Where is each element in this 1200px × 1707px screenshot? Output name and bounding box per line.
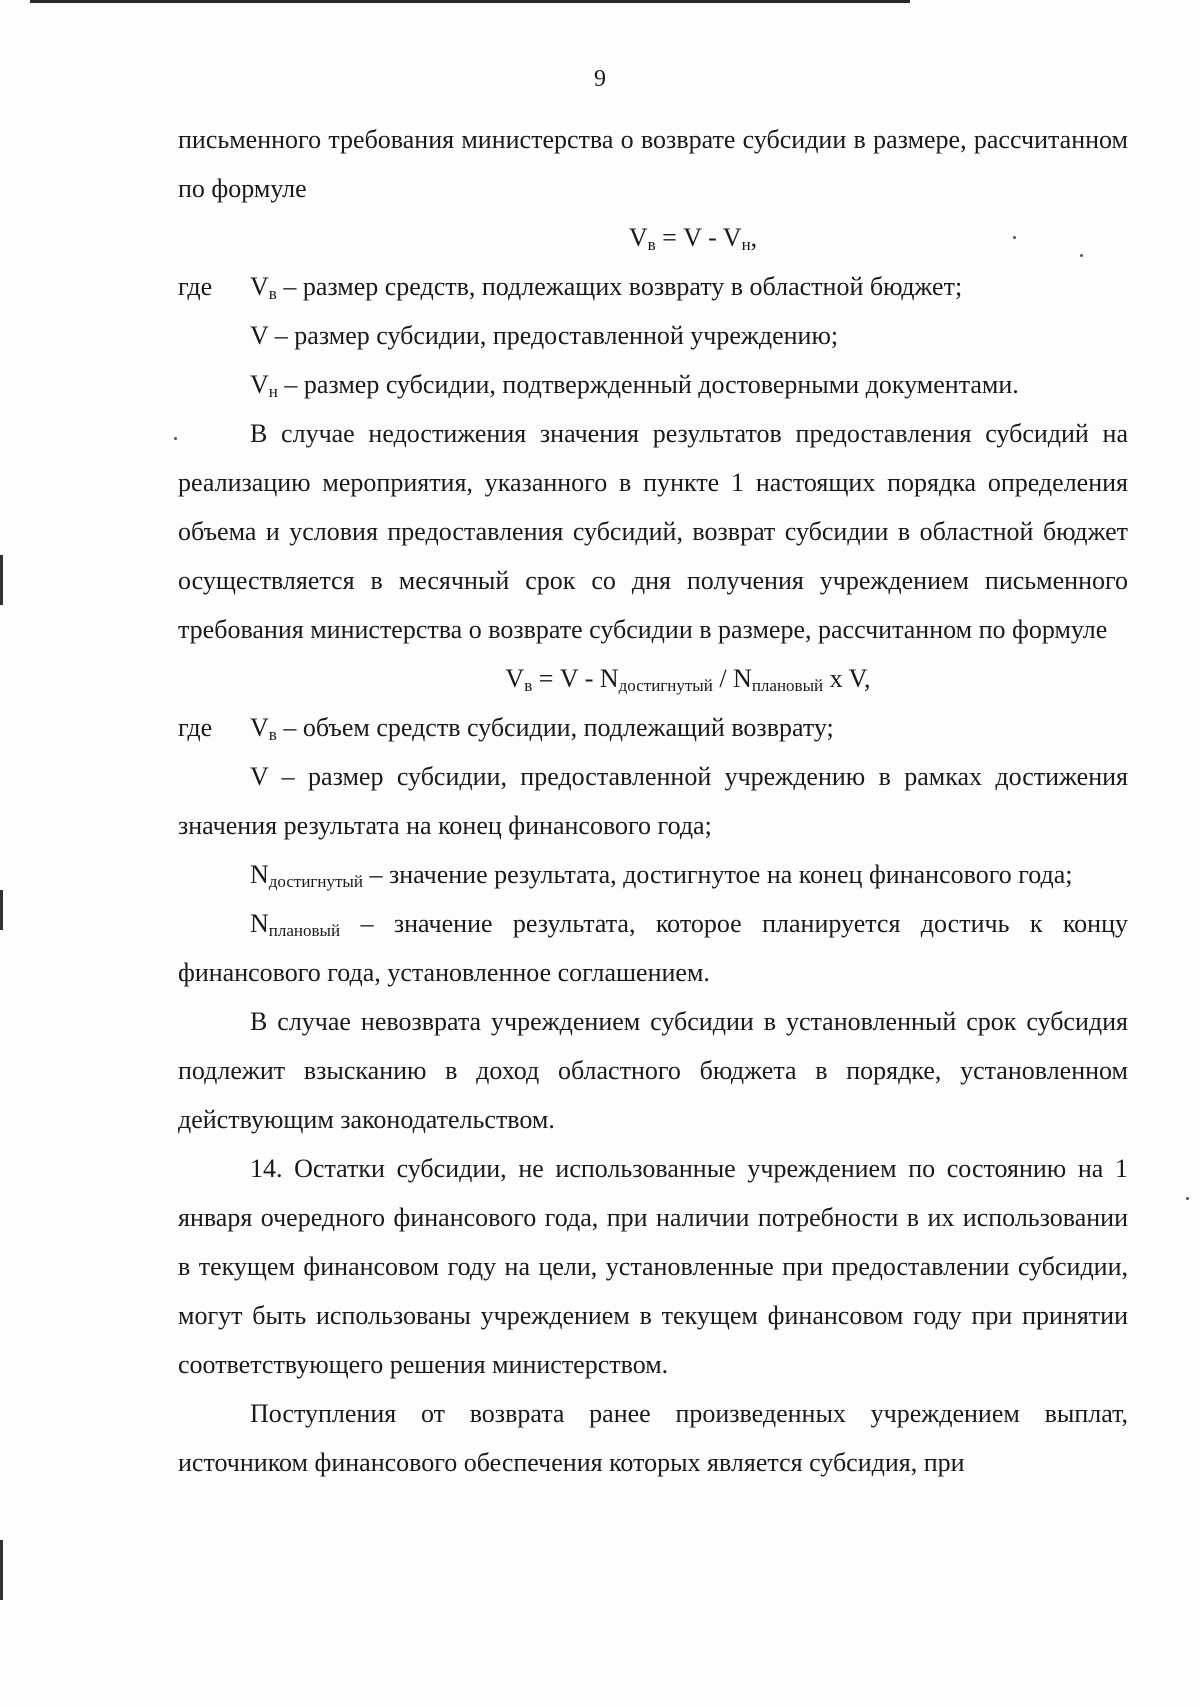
paragraph: В случае недостижения значения результатов предоставления субсидий на реализацию мероприятия, указанного в пункте 1 настоящих порядка определения объема и условия предоставления субсидий, возврат субсидии в областной бюджет осуществляется в месячный срок со дня получения учреждением письменного требования министерства о возврате субсидии в размере, рассчитанном по формуле [178,419,1128,644]
where-label: где [178,272,213,301]
document-body [178,115,1128,1487]
paragraph: В случае невозврата учреждением субсидии в установленный срок субсидия подлежит взысканию в доход областного бюджета в порядке, установленном действующим законодательством. [178,1007,1128,1134]
formula-return-amount: $V_в = V - V_н$, [628,223,758,254]
definition-line: V – размер субсидии, предоставленной учреждению в рамках достижения значения результата на конец финансового года; [178,762,1128,840]
definition-line: $N_{плановый}$ – значение результата, которое планируется достичь к концу финансового года, установленное соглашением. [178,909,1128,987]
formula-result-return: $V_в = V - N_{достигнутый} / N_{плановый}$ x V, [505,664,871,695]
paragraph: Поступления от возврата ранее произведенных учреждением выплат, источником финансового обеспечения которых является субсидия, при [178,1399,1128,1477]
scan-speck [174,437,177,440]
definition-line: V – размер субсидии, предоставленной учреждению; [250,321,839,350]
definition-line: где $V_в$ – размер средств, подлежащих возврату в областной бюджет; [178,262,1128,311]
where-label: где [178,713,213,742]
scan-speck [1186,1197,1189,1200]
paragraph: 14. Остатки субсидии, не использованные учреждением по состоянию на 1 января очередного финансового года, при наличии потребности в их использовании в текущем финансовом году на цели, установленные при предоставлении субсидии, могут быть использованы учреждением в текущем финансовом году при принятии соответствующего решения министерством. [178,1154,1128,1379]
definition-line: где $V_в$ – объем средств субсидии, подлежащий возврату; [178,703,1128,752]
scan-artifact-left-line [0,890,3,930]
page-number: 9 [594,66,606,92]
paragraph: письменного требования министерства о возврате субсидии в размере, рассчитанном по формуле [178,125,1128,203]
scan-artifact-left-line [0,1540,3,1600]
definition-line: $V_н$ – размер субсидии, подтвержденный достоверными документами. [250,370,1019,401]
definition-line: $N_{достигнутый}$ – значение результата, достигнутое на конец финансового года; [250,860,1073,891]
scan-artifact-left-line [0,555,3,605]
scan-artifact-top-line [30,0,910,3]
